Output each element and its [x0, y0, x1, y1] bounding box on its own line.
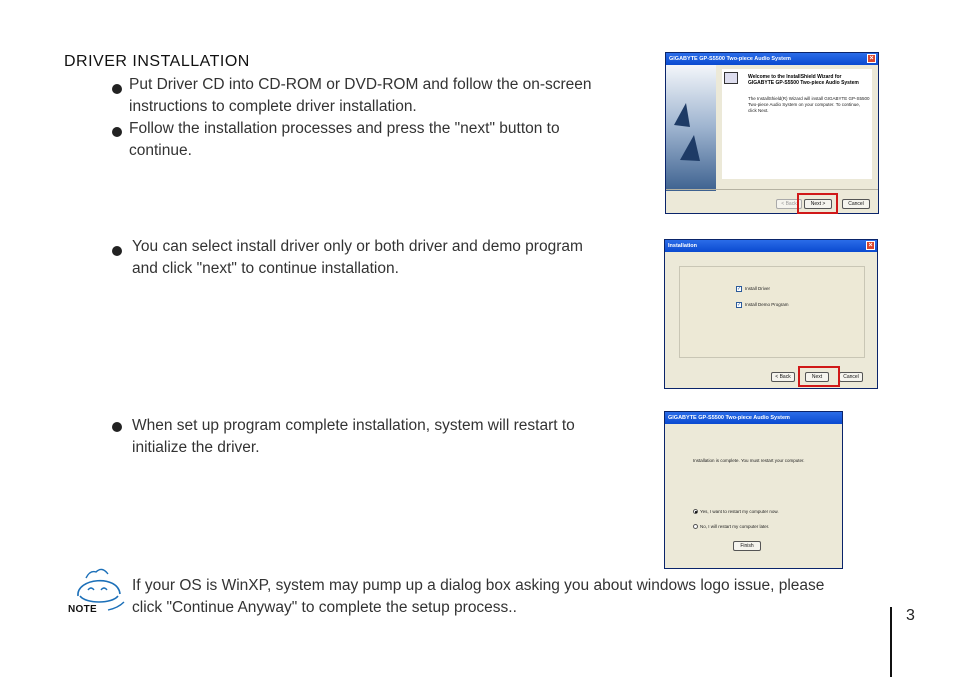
next-button[interactable]: Next > [804, 199, 832, 209]
dialog-title: Installation [668, 243, 698, 249]
bullet-dot [112, 127, 122, 137]
back-button[interactable]: < Back [771, 372, 795, 382]
bullet-2-text [129, 118, 560, 162]
restart-later-label: No, I will restart my computer later. [700, 524, 770, 529]
cancel-button[interactable]: Cancel [839, 372, 863, 382]
wizard-graphic [666, 65, 716, 191]
welcome-dialog-screenshot [665, 52, 879, 214]
bullet-1-line-1: Put Driver CD into CD-ROM or DVD-ROM and follow the on-screen [129, 76, 592, 93]
bullet-4-text [132, 415, 575, 459]
installation-dialog-screenshot [664, 239, 878, 389]
bullet-3-text [132, 236, 583, 280]
bullet-dot [112, 246, 122, 256]
install-driver-label: Install Driver [745, 286, 771, 291]
bullet-1-line-2: instructions to complete driver installation. [129, 98, 417, 115]
welcome-line-2: GIGABYTE GP-S5500 Two-piece Audio System [748, 80, 859, 86]
body-line-1: The InstallShield(R) Wizard will install GIGABYTE GP-S5500 [748, 96, 870, 101]
restart-now-label: Yes, I want to restart my computer now. [700, 509, 779, 514]
back-button[interactable]: < Back [776, 199, 802, 209]
dialog-separator [666, 189, 878, 190]
note-line-1: If your OS is WinXP, system may pump up a dialog box asking you about windows logo issue, please [132, 577, 825, 594]
finish-button[interactable]: Finish [733, 541, 761, 551]
bullet-dot [112, 84, 122, 94]
dialog-title: GIGABYTE GP-S5500 Two-piece Audio System [669, 56, 791, 62]
dialog-titlebar [666, 53, 878, 65]
complete-message: Installation is complete. You must restart your computer. [693, 458, 805, 463]
page-number: 3 [906, 607, 915, 624]
dialog-title: GIGABYTE GP-S5500 Two-piece Audio System [668, 415, 790, 421]
bullet-2-line-2: continue. [129, 142, 192, 159]
dialog-titlebar [665, 240, 877, 252]
note-icon [68, 566, 128, 616]
section-heading: DRIVER INSTALLATION [64, 53, 250, 70]
next-highlight-box [797, 193, 838, 214]
computer-icon [724, 72, 738, 84]
note-label: NOTE [68, 604, 97, 615]
welcome-line-1: Welcome to the InstallShield Wizard for [748, 74, 842, 80]
close-icon[interactable]: × [867, 54, 876, 63]
install-demo-label: Install Demo Program [745, 302, 789, 307]
body-line-2: Two-piece Audio System on your computer. To continue, [748, 102, 860, 107]
options-panel [679, 266, 865, 358]
page-divider [890, 607, 892, 677]
body-line-3: click Next. [748, 108, 769, 113]
dialog-titlebar [665, 412, 842, 424]
note-text [132, 575, 824, 619]
close-icon[interactable]: × [866, 241, 875, 250]
restart-later-radio[interactable] [693, 524, 698, 529]
next-button[interactable]: Next [805, 372, 829, 382]
bullet-2-line-1: Follow the installation processes and press the "next" button to [129, 120, 560, 137]
bullet-3-line-2: and click "next" to continue installation. [132, 260, 399, 277]
install-demo-checkbox[interactable]: ✓ [737, 302, 742, 308]
install-driver-checkbox[interactable]: ✓ [737, 286, 742, 292]
bullet-dot [112, 422, 122, 432]
note-line-2: click "Continue Anyway" to complete the setup process.. [132, 599, 517, 616]
wizard-side-graphic [666, 65, 716, 189]
cancel-button[interactable]: Cancel [842, 199, 870, 209]
next-highlight-box [798, 366, 840, 387]
bullet-4-line-2: initialize the driver. [132, 439, 260, 456]
bullet-1-text [129, 74, 592, 118]
bullet-4-line-1: When set up program complete installation, system will restart to [132, 417, 575, 434]
restart-now-radio[interactable] [693, 509, 698, 514]
complete-dialog-screenshot [664, 411, 843, 569]
dialog-content [722, 69, 872, 179]
bullet-3-line-1: You can select install driver only or both driver and demo program [132, 238, 583, 255]
